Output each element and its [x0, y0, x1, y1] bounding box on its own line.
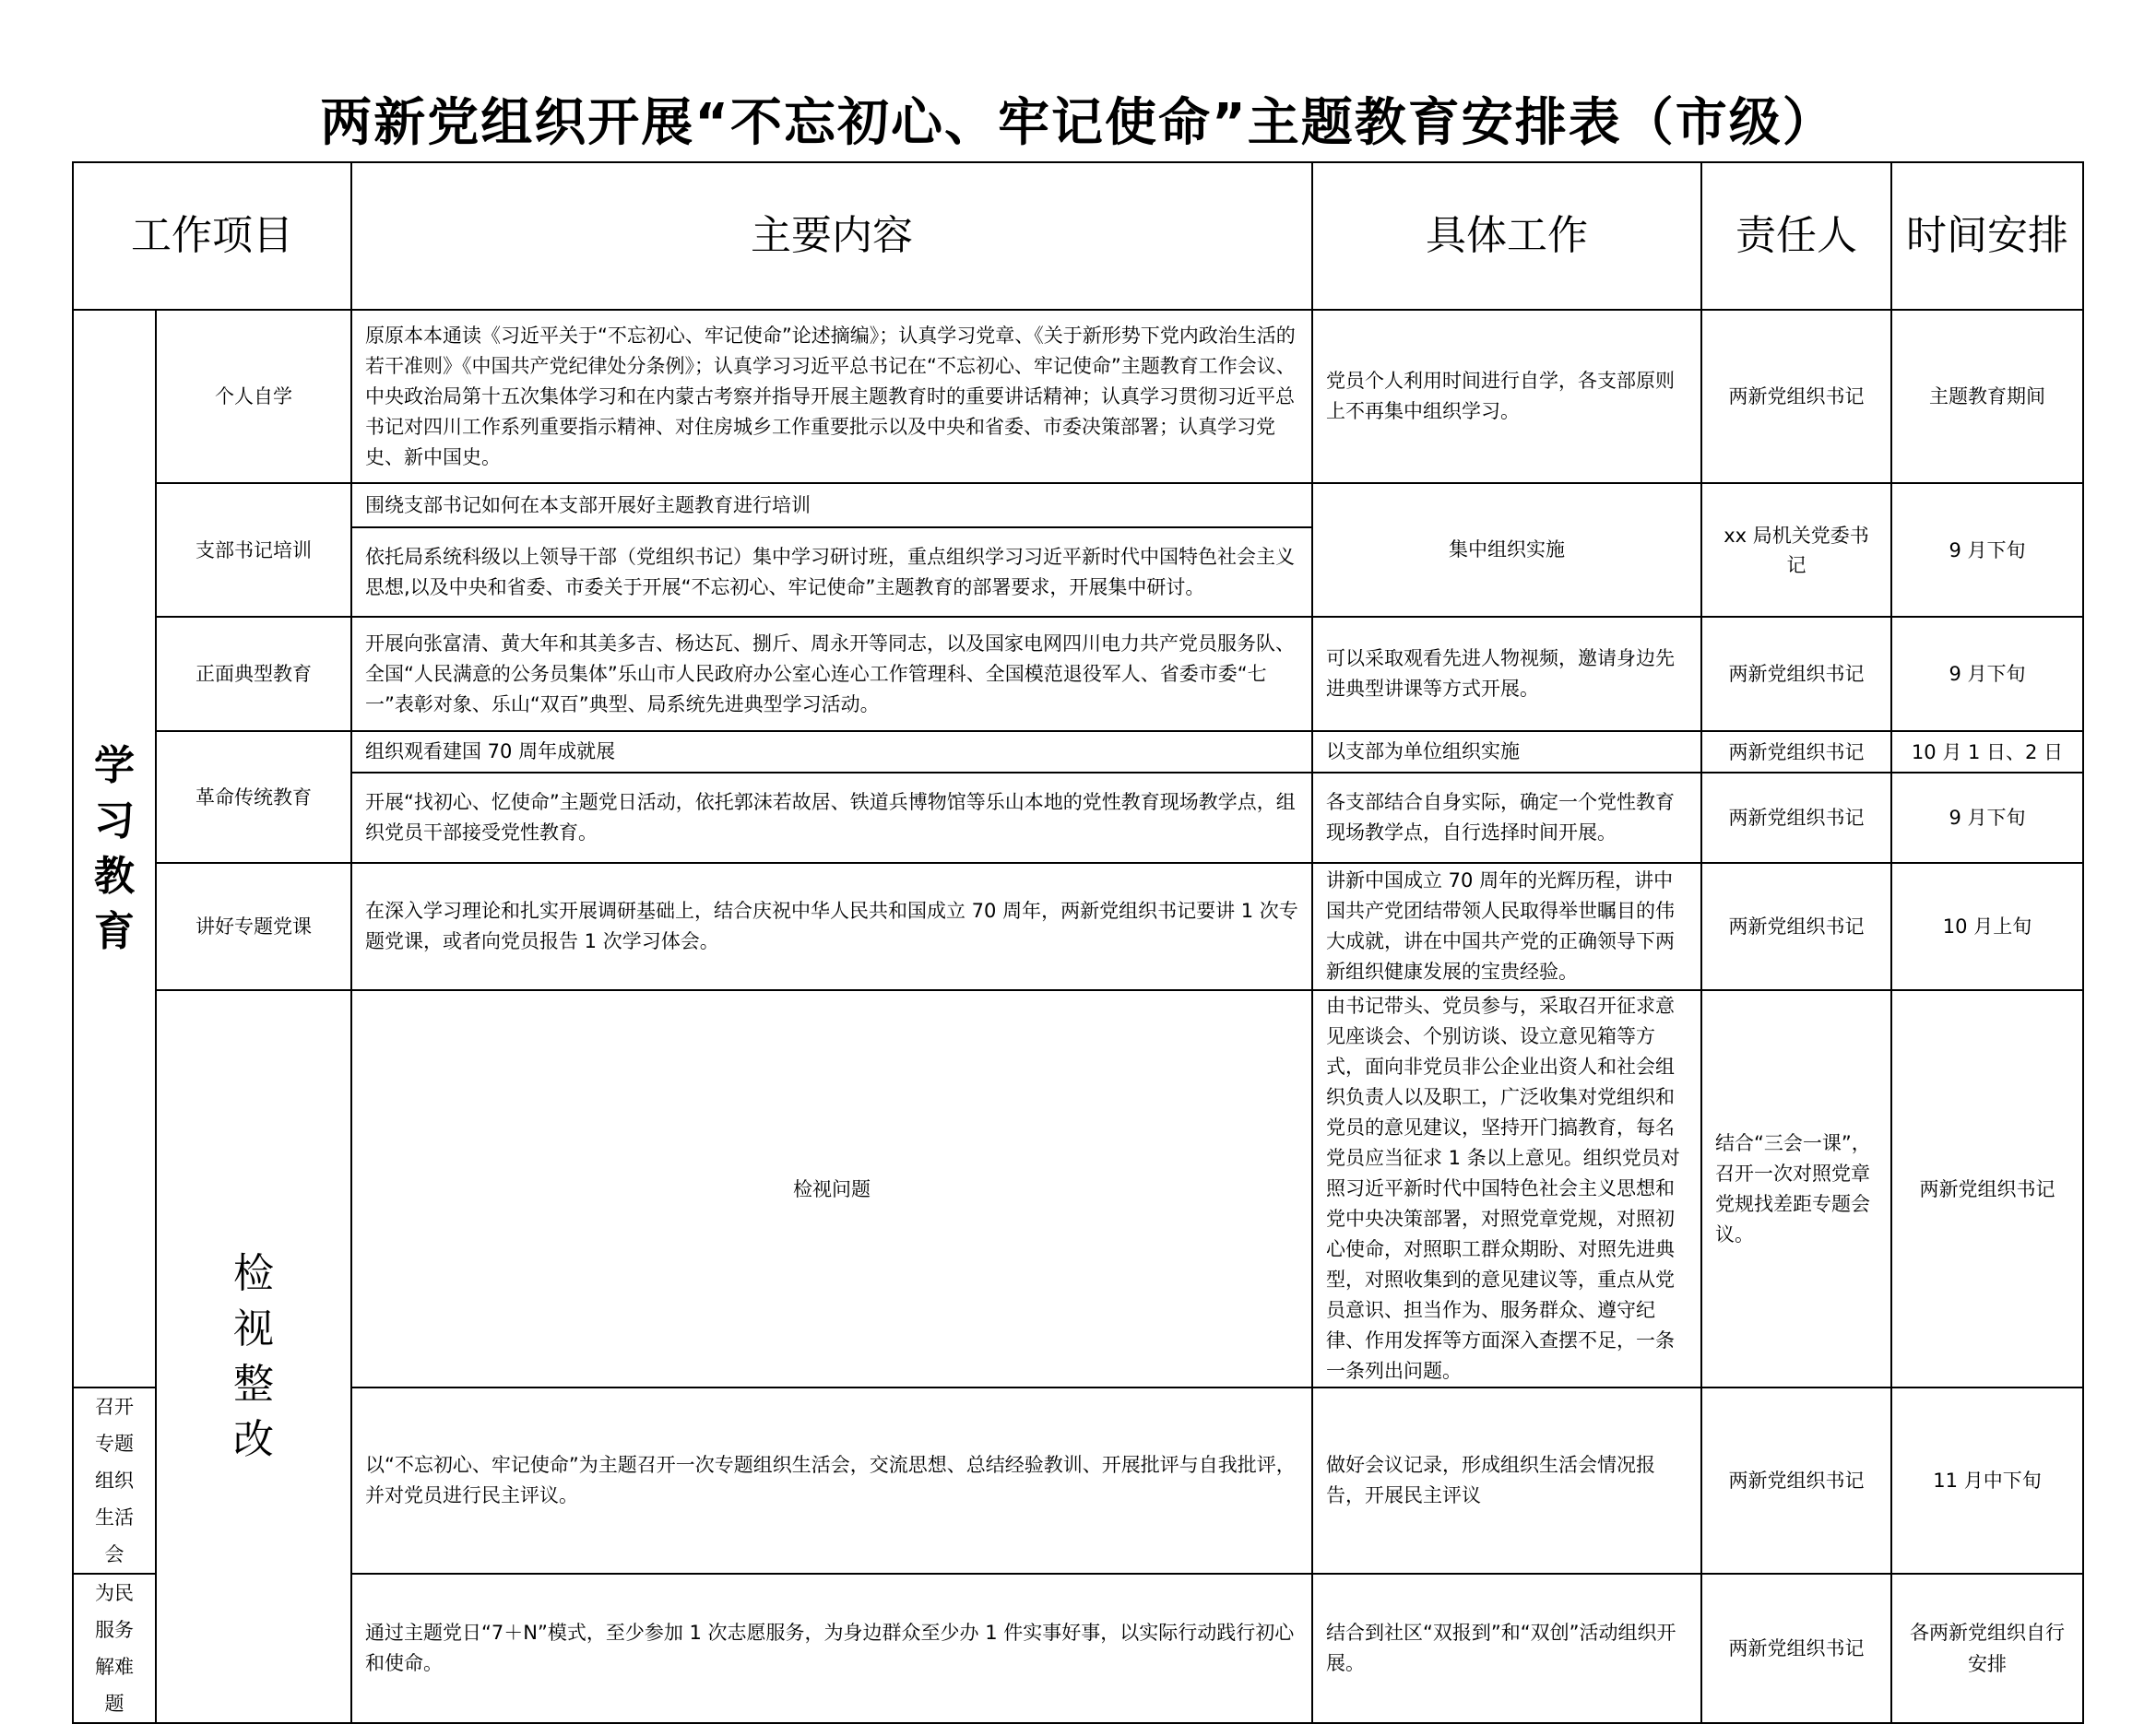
section-study-label: 学 习 教 育	[94, 741, 135, 955]
content-cell: 依托局系统科级以上领导干部（党组织书记）集中学习研讨班，重点组织学习习近平新时代中国特色社会主义思想,以及中央和省委、市委关于开展“不忘初心、牢记使命”主题教育的部署要求，开展集中研讨。	[351, 527, 1312, 617]
content-cell: 开展向张富清、黄大年和其美多吉、杨达瓦、捌斤、周永开等同志，以及国家电网四川电力共产党员服务队、全国“人民满意的公务员集体”乐山市人民政府办公室心连心工作管理科、全国模范退役军人、省委市委“七一”表彰对象、乐山“双百”典型、局系统先进典型学习活动。	[351, 617, 1312, 731]
item-label: 检视问题	[351, 990, 1312, 1387]
time-cell: 9 月下旬	[1891, 617, 2083, 731]
item-label: 召开专题组织生活会	[73, 1387, 156, 1574]
header-work: 具体工作	[1312, 162, 1701, 310]
table-row	[73, 1387, 2083, 1574]
person-cell: 两新党组织书记	[1701, 863, 1891, 990]
time-cell: 10 月上旬	[1891, 863, 2083, 990]
work-cell: 可以采取观看先进人物视频，邀请身边先进典型讲课等方式开展。	[1312, 617, 1701, 731]
person-cell: 两新党组织书记	[1701, 1574, 1891, 1723]
person-cell: 两新党组织书记	[1701, 1387, 1891, 1574]
work-cell: 做好会议记录，形成组织生活会情况报告，开展民主评议	[1312, 1387, 1701, 1574]
content-cell: 通过主题党日“7＋N”模式，至少参加 1 次志愿服务，为身边群众至少办 1 件实事好事，以实际行动践行初心和使命。	[351, 1574, 1312, 1723]
person-cell: 两新党组织书记	[1701, 773, 1891, 863]
header-row	[73, 162, 2083, 310]
header-person: 责任人	[1701, 162, 1891, 310]
item-label: 革命传统教育	[156, 731, 351, 863]
time-cell: 主题教育期间	[1891, 310, 2083, 483]
work-cell: 以支部为单位组织实施	[1312, 731, 1701, 773]
person-cell: 两新党组织书记	[1701, 731, 1891, 773]
time-cell: 各两新党组织自行安排	[1891, 1574, 2083, 1723]
content-cell: 开展“找初心、忆使命”主题党日活动，依托郭沫若故居、铁道兵博物馆等乐山本地的党性教育现场教学点，组织党员干部接受党性教育。	[351, 773, 1312, 863]
table-row	[73, 773, 2083, 863]
page-title: 两新党组织开展“不忘初心、牢记使命”主题教育安排表（市级）	[320, 93, 1836, 153]
time-cell: 11 月中下旬	[1891, 1387, 2083, 1574]
work-cell: 集中组织实施	[1312, 483, 1701, 617]
item-label: 支部书记培训	[156, 483, 351, 617]
header-time: 时间安排	[1891, 162, 2083, 310]
work-cell: 结合到社区“双报到”和“双创”活动组织开展。	[1312, 1574, 1701, 1723]
person-cell: xx 局机关党委书记	[1701, 483, 1891, 617]
section-review-label: 检 视 整 改	[233, 1249, 274, 1463]
item-label: 个人自学	[156, 310, 351, 483]
work-cell: 讲新中国成立 70 周年的光辉历程，讲中国共产党团结带领人民取得举世瞩目的伟大成就，讲在中国共产党的正确领导下两新组织健康发展的宝贵经验。	[1312, 863, 1701, 990]
work-cell: 结合“三会一课”，召开一次对照党章党规找差距专题会议。	[1701, 990, 1891, 1387]
content-cell: 组织观看建国 70 周年成就展	[351, 731, 1312, 773]
content-cell: 在深入学习理论和扎实开展调研基础上，结合庆祝中华人民共和国成立 70 周年，两新党组织书记要讲 1 次专题党课，或者向党员报告 1 次学习体会。	[351, 863, 1312, 990]
content-cell: 以“不忘初心、牢记使命”为主题召开一次专题组织生活会，交流思想、总结经验教训、开展批评与自我批评，并对党员进行民主评议。	[351, 1387, 1312, 1574]
section-review	[156, 990, 351, 1723]
table-row	[73, 863, 2083, 990]
content-cell: 原原本本通读《习近平关于“不忘初心、牢记使命”论述摘编》；认真学习党章、《关于新形势下党内政治生活的若干准则》《中国共产党纪律处分条例》；认真学习习近平总书记在“不忘初心、牢记使命”主题教育工作会议、中央政治局第十五次集体学习和在内蒙古考察并指导开展主题教育时的重要讲话精神；认真学习贯彻习近平总书记对四川工作系列重要指示精神、对住房城乡工作重要批示以及中央和省委、市委决策部署；认真学习党史、新中国史。	[351, 310, 1312, 483]
content-cell: 由书记带头、党员参与，采取召开征求意见座谈会、个别访谈、设立意见箱等方式，面向非党员非公企业出资人和社会组织负责人以及职工，广泛收集对党组织和党员的意见建议，坚持开门搞教育，每名党员应当征求 1 条以上意见。组织党员对照习近平新时代中国特色社会主义思想和党中央决策部署，对照党章党规，对照初心使命，对照职工群众期盼、对照先进典型，对照收集到的意见建议等，重点从党员意识、担当作为、服务群众、遵守纪律、作用发挥等方面深入查摆不足，一条一条列出问题。	[1312, 990, 1701, 1387]
time-cell: 10 月 1 日、2 日	[1891, 731, 2083, 773]
header-project: 工作项目	[73, 162, 351, 310]
table-row	[73, 731, 2083, 773]
time-cell: 9 月下旬	[1891, 483, 2083, 617]
table-row	[73, 1574, 2083, 1723]
item-label: 讲好专题党课	[156, 863, 351, 990]
item-label: 正面典型教育	[156, 617, 351, 731]
section-study	[73, 310, 156, 1387]
time-cell: 9 月下旬	[1891, 773, 2083, 863]
table-row	[73, 310, 2083, 483]
person-cell: 两新党组织书记	[1701, 310, 1891, 483]
table-row	[73, 483, 2083, 527]
table-row	[73, 617, 2083, 731]
person-cell: 两新党组织书记	[1891, 990, 2083, 1387]
work-cell: 各支部结合自身实际，确定一个党性教育现场教学点，自行选择时间开展。	[1312, 773, 1701, 863]
item-label: 为民服务解难题	[73, 1574, 156, 1723]
person-cell: 两新党组织书记	[1701, 617, 1891, 731]
content-cell: 围绕支部书记如何在本支部开展好主题教育进行培训	[351, 483, 1312, 527]
work-cell: 党员个人利用时间进行自学，各支部原则上不再集中组织学习。	[1312, 310, 1701, 483]
table-row	[73, 990, 2083, 1387]
schedule-table	[72, 161, 2084, 1724]
header-content: 主要内容	[351, 162, 1312, 310]
